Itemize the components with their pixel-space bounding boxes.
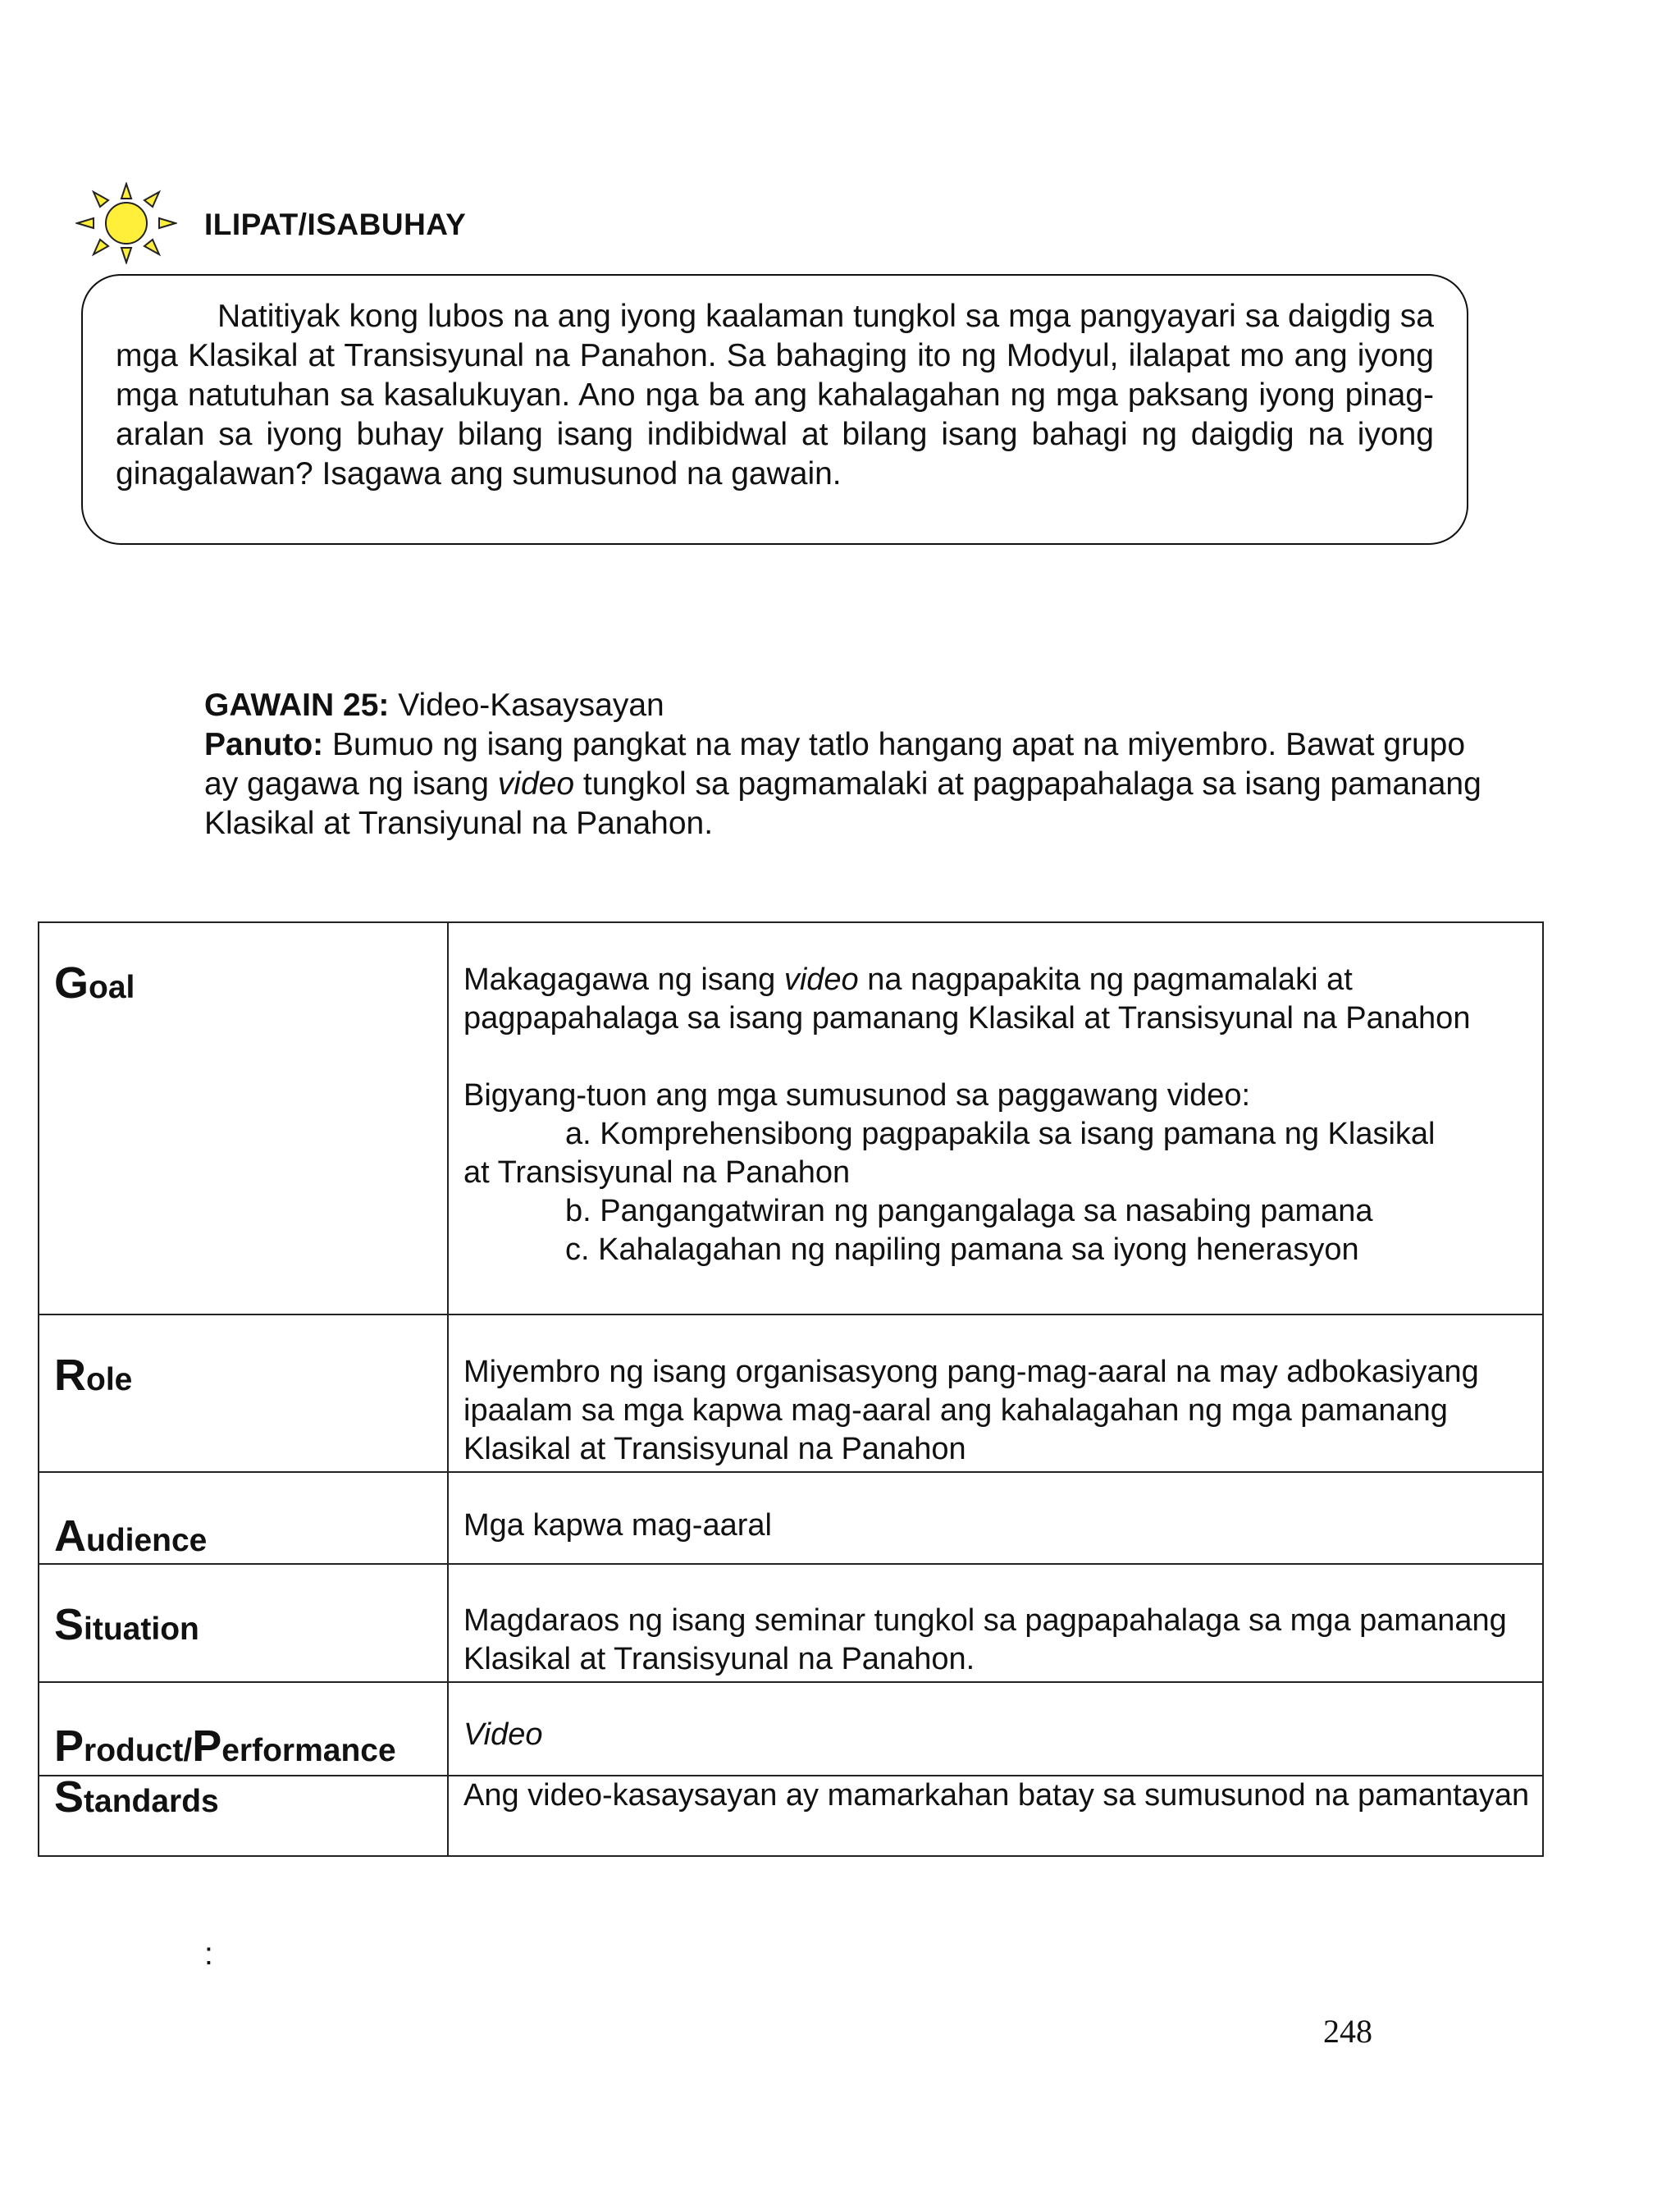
term-cell — [39, 1472, 448, 1564]
goal-text: Makagagawa ng isang video na nagpapakita ng pagmamalaki at pagpapahalaga sa isang pamanang Klasikal at Transisyunal na Panahon — [463, 962, 1471, 1036]
list-item: c. Kahalagahan ng napiling pamana sa iyong henerasyon — [565, 1232, 1359, 1267]
list-item: at Transisyunal na Panahon — [463, 1155, 851, 1190]
table-row — [39, 1682, 1543, 1776]
section-title: ILIPAT/ISABUHAY — [204, 208, 467, 241]
activity-title — [204, 686, 1484, 725]
activity-instruction — [204, 725, 1484, 844]
standards-text: Ang video-kasaysayan ay mamarkahan batay sa sumusunod na pamantayan — [463, 1778, 1530, 1813]
situation-text: Magdaraos ng isang seminar tungkol sa pagpapahalaga sa mga pamanang Klasikal at Transisyunal na Panahon. — [463, 1603, 1507, 1676]
term-cell — [39, 1314, 448, 1472]
term-product: Product/Performance — [54, 1721, 396, 1771]
table-row — [39, 1564, 1543, 1682]
activity-name: Video-Kasaysayan — [398, 688, 664, 723]
table-row — [39, 922, 1543, 1314]
table-row — [39, 1314, 1543, 1472]
desc-goal — [448, 922, 1543, 1314]
desc-product — [448, 1682, 1543, 1776]
term-cell — [39, 922, 448, 1314]
term-standards: Standards — [54, 1772, 219, 1822]
audience-text: Mga kapwa mag-aaral — [463, 1508, 772, 1543]
goal-focus: Bigyang-tuon ang mga sumusunod sa paggawang video: — [463, 1078, 1251, 1113]
instruction-italic: video — [497, 766, 575, 802]
list-item: a. Komprehensibong pagpapakila sa isang pamana ng Klasikal — [565, 1117, 1436, 1151]
activity-label: GAWAIN 25: — [204, 688, 390, 723]
term-situation: Situation — [54, 1600, 199, 1649]
term-cell — [39, 1772, 448, 1856]
list-item: b. Pangangatwiran ng pangangalaga sa nasabing pamana — [565, 1194, 1373, 1228]
term-role: Role — [54, 1351, 133, 1400]
instruction-text: Bumuo ng isang pangkat na may tatlo hangang apat na miyembro. Bawat grupo ay gagawa ng isang — [204, 727, 1466, 802]
role-text: Miyembro ng isang organisasyong pang-mag-aaral na may adbokasiyang ipaalam sa mga kapwa mag-aaral ang kahalagahan ng mga pamanang Klasikal at Transisyunal na Panahon — [463, 1355, 1479, 1466]
product-text: Video — [463, 1717, 543, 1752]
sun-icon — [75, 182, 177, 264]
term-cell — [39, 1682, 448, 1776]
term-goal: Goal — [54, 958, 135, 1008]
table-row — [39, 1776, 1543, 1856]
table-row — [39, 1472, 1543, 1564]
desc-situation — [448, 1564, 1543, 1682]
desc-role — [448, 1314, 1543, 1472]
colon-mark: : — [204, 1936, 213, 1972]
desc-standards — [448, 1776, 1543, 1856]
intro-box — [81, 274, 1468, 545]
desc-audience — [448, 1472, 1543, 1564]
term-audience: Audience — [54, 1511, 208, 1561]
intro-text: Natitiyak kong lubos na ang iyong kaalaman tungkol sa mga pangyayari sa daigdig sa mga Klasikal at Transisyunal na Panahon. Sa bahaging ito ng Modyul, ilalapat mo ang iyong mga natutuhan sa kasalukuyan. Ano nga ba ang kahalagahan ng mga paksang iyong pinag-aralan sa iyong buhay bilang isang indibidwal at bilang isang bahagi ng daigdig na iyong ginagalawan? Isagawa ang sumusunod na gawain. — [116, 299, 1434, 491]
instruction-end: tungkol sa pagmamalaki at pagpapahalaga sa isang pamanang Klasikal at Transiyunal na Panahon. — [204, 766, 1481, 841]
instruction-label: Panuto: — [204, 727, 324, 762]
grasps-table — [38, 921, 1544, 1857]
page-number: 248 — [1323, 2013, 1372, 2050]
activity-block — [204, 686, 1484, 844]
term-cell — [39, 1564, 448, 1682]
